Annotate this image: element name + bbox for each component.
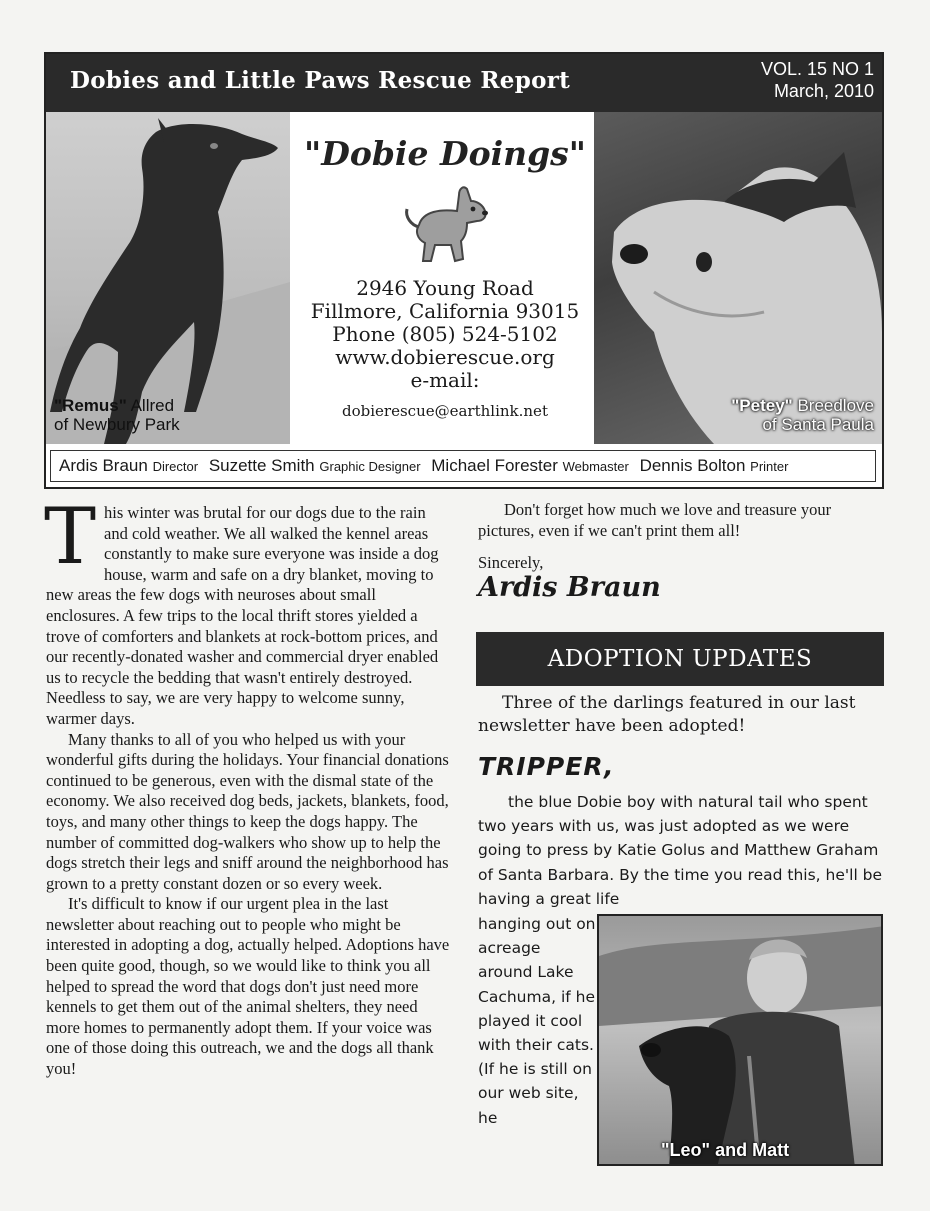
letter-paragraph: Don't forget how much we love and treasure your pictures, even if we can't print them all! [478,500,832,540]
tripper-text: the blue Dobie boy with natural tail who spent two years with us, was just adopted as we were going to press by Katie Golus and Matthew Graham of Santa Barbara. By the time you read this, he'll be having a great life [478,793,883,908]
adoption-heading: ADOPTION UPDATES [476,632,884,686]
leo-caption: "Leo" and Matt [661,1140,790,1160]
contact-box [292,112,598,444]
staff-name: Suzette Smith [208,456,315,475]
email-link[interactable]: dobierescue@earthlink.net [342,402,548,420]
letter-paragraph: Many thanks to all of you who helped us with your wonderful gifts during the holidays. Your financial donations continued to be generous, even with the dismal state of the economy. We also received dog beds, jackets, blankets, food, toys, and many other things to keep the dogs happy. The number of committed dog-walkers who show up to help the dogs stretch their legs and sniff around the neighborhood has grown to a pretty constant dozen or so every week. [46,729,449,893]
tripper-title: TRIPPER, [478,752,615,781]
man-with-dog-icon [599,916,883,1166]
signature: Ardis Braun [478,571,661,603]
phone-number: Phone (805) 524-5102 [332,322,558,346]
staff-name: Dennis Bolton [639,456,746,475]
newsletter-name: "Dobie Doings" [304,134,586,173]
email-label: e-mail: [410,368,480,392]
issue-date: March, 2010 [773,81,874,101]
staff-role: Director [152,459,199,474]
issue-info [761,58,874,102]
cartoon-dog-icon [397,181,493,267]
staff-role: Webmaster [562,459,629,474]
tripper-text-continued: hanging out on acreage around Lake Cachuma, if he played it cool with their cats. (If he is still on our web site, he [478,915,596,1127]
org-title: Dobies and Little Paws Rescue Report [70,67,571,94]
leo-and-matt-photo [597,914,883,1166]
mailing-address [292,277,598,392]
letter-continued [478,500,886,603]
adoption-intro: Three of the darlings featured in our last newsletter have been adopted! [478,693,856,736]
volume-number: VOL. 15 NO 1 [760,59,874,79]
remus-caption: "Remus" Allred of Newbury Park [54,396,180,434]
dog-portrait-icon [594,112,882,444]
address-city: Fillmore, California 93015 [310,299,580,323]
address-street: 2946 Young Road [356,276,534,300]
drop-cap: T [44,492,97,582]
website-link[interactable]: www.dobierescue.org [335,345,555,369]
masthead [44,52,884,489]
letter-paragraph: It's difficult to know if our urgent plea in the last newsletter about reaching out to people who might be interested in adopting a dog, actually helped. Adoptions have been quite good, though, so we would like to think you all helped to spread the word that dogs don't just need more kennels to get them out of the animal shelters, they need more homes to permanently adopt them. If your voice was one of those doing this outreach, we and the dogs all thank you! [46,894,450,1079]
staff-name: Michael Forester [431,456,558,475]
letter-column [44,492,452,1080]
staff-credits [50,450,876,482]
petey-caption: "Petey" Breedlove of Santa Paula [731,396,874,434]
closing: Sincerely, [478,553,544,573]
staff-role: Printer [750,459,789,474]
doberman-silhouette-icon [46,112,290,444]
letter-paragraph: This winter was brutal for our dogs due to the rain and cold weather. We all walked the kennel areas constantly to make sure everyone was inside a dog house, warm and safe on a dry blanket, moving to new areas the few dogs with neuroses about small enclosures. A few trips to the local thrift stores yielded a trove of comforters and blankets at rock-bottom prices, and our recently-donated washer and commercial dryer enabled us to recycle the bedding that wasn't entirely destroyed. Needless to say, we are very happy to welcome sunny, warmer days. [44,492,439,728]
remus-photo [46,112,290,444]
petey-photo [594,112,882,444]
title-bar [46,54,882,112]
staff-name: Ardis Braun [59,456,148,475]
staff-role: Graphic Designer [319,459,421,474]
